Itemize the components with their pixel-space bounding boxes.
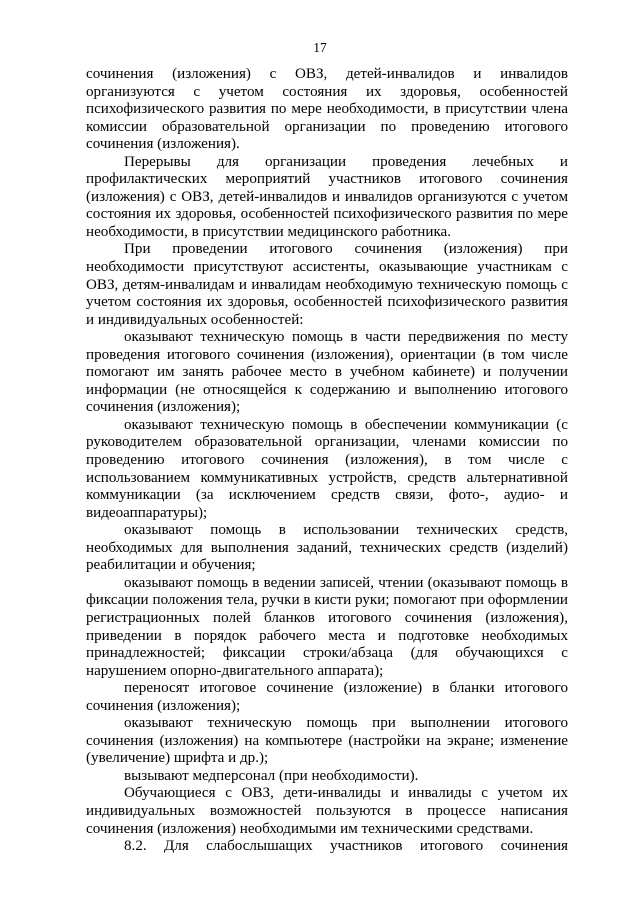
paragraph-section-8-2: 8.2. Для слабослышащих участников итогового сочинения	[124, 838, 568, 855]
paragraph-assistants: При проведении итогового сочинения (изложения) при необходимости присутствуют ассистенты, оказывающие участникам с ОВЗ, детям-инвалидам и инвалидам необходимую техническую помощь с учетом состояния их здоровья, особенностей психофизического развития и индивидуальных особенностей:	[86, 241, 568, 328]
document-body	[86, 66, 568, 856]
paragraph-technical-means: Обучающиеся с ОВЗ, дети-инвалиды и инвалиды с учетом их индивидуальных возможностей пользуются в процессе написания сочинения (изложения) необходимыми им техническими средствами.	[86, 785, 568, 837]
list-item-writing-help: оказывают помощь в ведении записей, чтении (оказывают помощь в фиксации положения тела, ручки в кисти руки; помогают при оформлении регистрационных полей бланков итогового сочинения (изложения), приведении в порядок рабочего места и подготовке необходимых принадлежностей; фиксации строки/абзаца (для обучающихся с нарушением опорно-двигательного аппарата);	[86, 574, 568, 679]
page-number: 17	[313, 40, 327, 55]
list-item-call-medical-staff: вызывают медперсонал (при необходимости).	[124, 767, 419, 784]
paragraph-breaks: Перерывы для организации проведения лечебных и профилактических мероприятий участников итогового сочинения (изложения) с ОВЗ, детей-инвалидов и инвалидов организуются с учетом состояния их здоровья, особенностей психофизического развития по мере необходимости, в присутствии медицинского работника.	[86, 153, 568, 240]
list-item-transfer-to-forms: переносят итоговое сочинение (изложение) в бланки итогового сочинения (изложения);	[86, 680, 568, 714]
list-item-technical-means-help: оказывают помощь в использовании технических средств, необходимых для выполнения заданий, технических средств (изделий) реабилитации и обучения;	[86, 522, 568, 574]
paragraph-continued: сочинения (изложения) с ОВЗ, детей-инвалидов и инвалидов организуются с учетом состояния их здоровья, особенностей психофизического развития по мере необходимости, в присутствии члена комиссии образовательной организации по проведению итогового сочинения (изложения).	[86, 66, 568, 153]
list-item-computer-help: оказывают техническую помощь при выполнении итогового сочинения (изложения) на компьютере (настройки на экране; изменение (увеличение) шрифта и др.);	[86, 715, 568, 767]
list-item-movement-help: оказывают техническую помощь в части передвижения по месту проведения итогового сочинения (изложения), ориентации (в том числе помогают им занять рабочее место в учебном кабинете) и получении информации (не относящейся к содержанию и выполнению итогового сочинения (изложения);	[86, 329, 568, 416]
list-item-communication-help: оказывают техническую помощь в обеспечении коммуникации (с руководителем образовательной организации, членами комиссии по проведению итогового сочинения (изложения), в том числе с использованием коммуникативных устройств, средств альтернативной коммуникации (за исключением средств связи, фото-, аудио- и видеоаппаратуры);	[86, 416, 568, 521]
